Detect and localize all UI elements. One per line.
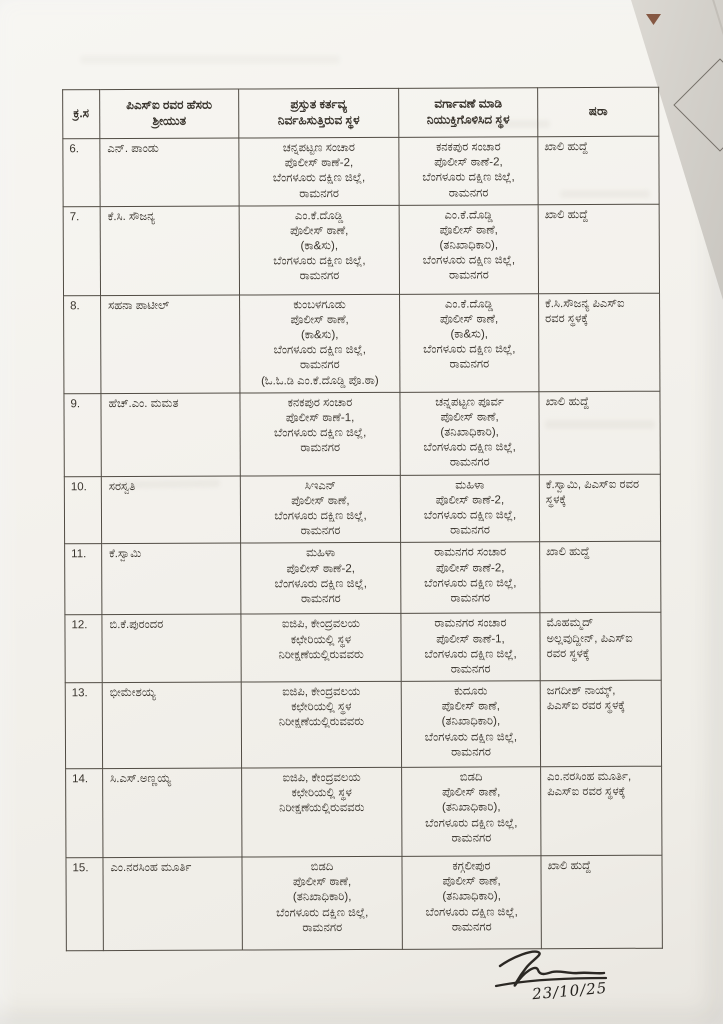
cell-remarks: ಖಾಲಿ ಹುದ್ದೆ [538, 136, 659, 204]
cell-transfer-place: ರಾಮನಗರ ಸಂಚಾರ ಪೊಲೀಸ್ ಠಾಣೆ-2, ಬೆಂಗಳೂರು ದಕ್ಷಿಣ ಜಿಲ್ಲೆ, ರಾಮನಗರ [401, 542, 540, 614]
cell-remarks: ಎಂ.ನರಸಿಂಹ ಮೂರ್ತಿ, ಪಿಎಸ್ಐ ರವರ ಸ್ಥಳಕ್ಕೆ [541, 766, 662, 856]
cell-current-place: ಚನ್ನಪಟ್ಟಣ ಸಂಚಾರ ಪೊಲೀಸ್ ಠಾಣೆ-2, ಬೆಂಗಳೂರು ದಕ್ಷಿಣ ಜಿಲ್ಲೆ, ರಾಮನಗರ [239, 137, 399, 205]
table-row [64, 391, 660, 477]
table-row [65, 542, 661, 616]
cell-remarks: ಕೆ.ಸಿ.ಸೌಜನ್ಯ ಪಿಎಸ್ಐ ರವರ ಸ್ಥಳಕ್ಕೆ [539, 293, 660, 392]
cell-psi-name: ಹೆಚ್.ಎಂ. ಮಮತ [101, 393, 240, 477]
cell-transfer-place: ಕುದೂರು ಪೊಲೀಸ್ ಠಾಣೆ, (ತನಿಖಾಧಿಕಾರಿ), ಬೆಂಗಳೂರು ದಕ್ಷಿಣ ಜಿಲ್ಲೆ, ರಾಮನಗರ [401, 681, 540, 768]
cell-current-place: ಕನಕಪುರ ಸಂಚಾರ ಪೊಲೀಸ್ ಠಾಣೆ-1, ಬೆಂಗಳೂರು ದಕ್ಷಿಣ ಜಿಲ್ಲೆ, ರಾಮನಗರ [240, 392, 400, 476]
cell-transfer-place: ಬಿಡದಿ ಪೊಲೀಸ್ ಠಾಣೆ, (ತನಿಖಾಧಿಕಾರಿ), ಬೆಂಗಳೂರು ದಕ್ಷಿಣ ಜಿಲ್ಲೆ, ರಾಮನಗರ [402, 767, 541, 857]
table-row [63, 204, 659, 296]
col-header-psi-name: ಪಿಎಸ್ಐ ರವರ ಹೆಸರು ಶ್ರೀಯುತ [100, 89, 239, 139]
table-row [64, 474, 660, 544]
col-header-current-place: ಪ್ರಸ್ತುತ ಕರ್ತವ್ಯ ನಿರ್ವಹಿಸುತ್ತಿರುವ ಸ್ಥಳ [239, 88, 399, 138]
signature-icon [486, 934, 666, 1020]
cell-current-place: ಮಹಿಳಾ ಪೊಲೀಸ್ ಠಾಣೆ-2, ಬೆಂಗಳೂರು ದಕ್ಷಿಣ ಜಿಲ್ಲೆ, ರಾಮನಗರ [241, 543, 401, 615]
cell-current-place: ಬಿಡದಿ ಪೊಲೀಸ್ ಠಾಣೆ, (ತನಿಖಾಧಿಕಾರಿ), ಬೆಂಗಳೂರು ದಕ್ಷಿಣ ಜಿಲ್ಲೆ, ರಾಮನಗರ [242, 856, 402, 950]
cell-current-place: ಐಜಿಪಿ, ಕೇಂದ್ರವಲಯ ಕಛೇರಿಯಲ್ಲಿ ಸ್ಥಳ ನಿರೀಕ್ಷಣೆಯಲ್ಲಿರುವವರು [241, 681, 401, 768]
cell-psi-name: ಕೆ.ಸ್ವಾಮಿ [102, 543, 241, 615]
cell-remarks: ಖಾಲಿ ಹುದ್ದೆ [540, 542, 661, 614]
col-header-serial: ಕ್ರ.ಸ [63, 90, 100, 139]
cell-remarks: ಮೊಹಮ್ಮದ್ ಅಲ್ಲವುದ್ದೀನ್, ಪಿಎಸ್ಐ ರವರ ಸ್ಥಳಕ್ಕೆ [540, 613, 661, 681]
cell-psi-name: ಬಿ.ಕೆ.ಪುರಂದರ [102, 614, 241, 682]
cell-transfer-place: ಎಂ.ಕೆ.ದೊಡ್ಡಿ ಪೊಲೀಸ್ ಠಾಣೆ, (ಕಾ&ಸು), ಬೆಂಗಳೂರು ದಕ್ಷಿಣ ಜಿಲ್ಲೆ, ರಾಮನಗರ [400, 293, 539, 392]
cell-serial: 14. [66, 769, 103, 858]
cell-serial: 10. [64, 476, 101, 544]
cell-transfer-place: ಎಂ.ಕೆ.ದೊಡ್ಡಿ ಪೊಲೀಸ್ ಠಾಣೆ, (ತನಿಖಾಧಿಕಾರಿ), ಬೆಂಗಳೂರು ದಕ್ಷಿಣ ಜಿಲ್ಲೆ, ರಾಮನಗರ [399, 204, 538, 294]
col-header-remarks: ಷರಾ [538, 87, 659, 137]
cell-transfer-place: ಮಹಿಳಾ ಪೊಲೀಸ್ ಠಾಣೆ-2, ಬೆಂಗಳೂರು ದಕ್ಷಿಣ ಜಿಲ್ಲೆ, ರಾಮನಗರ [400, 474, 539, 542]
cell-serial: 11. [65, 544, 102, 615]
cell-serial: 15. [66, 858, 103, 951]
cell-serial: 8. [64, 295, 101, 393]
cell-serial: 9. [64, 393, 101, 476]
cell-transfer-place: ಕಗ್ಗಲೀಪುರ ಪೊಲೀಸ್ ಠಾಣೆ, (ತನಿಖಾಧಿಕಾರಿ), ಬೆಂಗಳೂರು ದಕ್ಷಿಣ ಜಿಲ್ಲೆ, ರಾಮನಗರ [402, 856, 541, 950]
cell-psi-name: ಸರಸ್ವತಿ [101, 476, 240, 544]
cell-psi-name: ಸಿ.ಎಸ್.ಅಣ್ಣಯ್ಯ [103, 768, 242, 858]
table-row [63, 136, 659, 206]
psi-transfer-table [62, 87, 663, 952]
cell-current-place: ಐಜಿಪಿ, ಕೇಂದ್ರವಲಯ ಕಛೇರಿಯಲ್ಲಿ ಸ್ಥಳ ನಿರೀಕ್ಷಣೆಯಲ್ಲಿರುವವರು [241, 614, 401, 682]
cell-transfer-place: ರಾಮನಗರ ಸಂಚಾರ ಪೊಲೀಸ್ ಠಾಣೆ-1, ಬೆಂಗಳೂರು ದಕ್ಷಿಣ ಜಿಲ್ಲೆ, ರಾಮನಗರ [401, 613, 540, 681]
table-row [64, 293, 660, 394]
cell-remarks: ಖಾಲಿ ಹುದ್ದೆ [541, 855, 662, 949]
bleed-through-ghost [80, 55, 340, 64]
cell-psi-name: ಸಹನಾ ಪಾಟೀಲ್ [101, 295, 240, 394]
cell-remarks: ಕೆ.ಸ್ವಾಮಿ, ಪಿಎಸ್ಐ ರವರ ಸ್ಥಳಕ್ಕೆ [539, 474, 660, 542]
transfer-table-body [63, 136, 663, 951]
cell-psi-name: ಭೀಮೇಶಯ್ಯ [102, 682, 241, 769]
transfer-table-sheet [62, 87, 662, 952]
signature-date: 23/10/25 [531, 978, 609, 1004]
cell-current-place: ಕುಂಬಳಗೂಡು ಪೊಲೀಸ್ ಠಾಣೆ, (ಕಾ&ಸು), ಬೆಂಗಳೂರು ದಕ್ಷಿಣ ಜಿಲ್ಲೆ, ರಾಮನಗರ (ಓ.ಓ.ಡಿ ಎಂ.ಕೆ.ದೊಡ್ಡಿ ಪೊ.ಠಾ) [240, 294, 400, 393]
cell-serial: 13. [65, 683, 102, 769]
cell-serial: 6. [63, 139, 100, 207]
table-row [65, 680, 661, 769]
cell-psi-name: ಕೆ.ಸಿ. ಸೌಜನ್ಯ [100, 206, 239, 296]
table-row [65, 613, 661, 683]
cell-remarks: ಖಾಲಿ ಹುದ್ದೆ [539, 391, 660, 475]
transfer-table-header [63, 87, 659, 139]
header-row [63, 87, 659, 139]
cell-transfer-place: ಚನ್ನಪಟ್ಟಣ ಪೂರ್ವ ಪೊಲೀಸ್ ಠಾಣೆ, (ತನಿಖಾಧಿಕಾರಿ), ಬೆಂಗಳೂರು ದಕ್ಷಿಣ ಜಿಲ್ಲೆ, ರಾಮನಗರ [400, 391, 539, 475]
cell-current-place: ಐಜಿಪಿ, ಕೇಂದ್ರವಲಯ ಕಛೇರಿಯಲ್ಲಿ ಸ್ಥಳ ನಿರೀಕ್ಷಣೆಯಲ್ಲಿರುವವರು [242, 767, 402, 857]
table-row [66, 766, 662, 858]
col-header-transfer-place: ವರ್ಗಾವಣೆ ಮಾಡಿ ನಿಯುಕ್ತಿಗೊಳಿಸಿದ ಸ್ಥಳ [399, 88, 538, 138]
cell-current-place: ಸಿಇಎನ್ ಪೊಲೀಸ್ ಠಾಣೆ, ಬೆಂಗಳೂರು ದಕ್ಷಿಣ ಜಿಲ್ಲೆ, ರಾಮನಗರ [240, 475, 400, 543]
cell-psi-name: ಎನ್. ಪಾಂಡು [100, 138, 239, 206]
cell-current-place: ಎಂ.ಕೆ.ದೊಡ್ಡಿ ಪೊಲೀಸ್ ಠಾಣೆ, (ಕಾ&ಸು), ಬೆಂಗಳೂರು ದಕ್ಷಿಣ ಜಿಲ್ಲೆ, ರಾಮನಗರ [239, 205, 399, 295]
cell-serial: 7. [63, 206, 100, 295]
cell-remarks: ಜಗದೀಶ್ ನಾಯ್ಕ್, ಪಿಎಸ್ಐ ರವರ ಸ್ಥಳಕ್ಕೆ [540, 680, 661, 767]
signature-block [486, 934, 666, 1020]
cell-remarks: ಖಾಲಿ ಹುದ್ದೆ [538, 204, 659, 294]
cell-transfer-place: ಕನಕಪುರ ಸಂಚಾರ ಪೊಲೀಸ್ ಠಾಣೆ-2, ಬೆಂಗಳೂರು ದಕ್ಷಿಣ ಜಿಲ್ಲೆ, ರಾಮನಗರ [399, 137, 538, 205]
cell-psi-name: ಎಂ.ನರಸಿಂಹ ಮೂರ್ತಿ [103, 857, 242, 951]
cell-serial: 12. [65, 615, 102, 683]
